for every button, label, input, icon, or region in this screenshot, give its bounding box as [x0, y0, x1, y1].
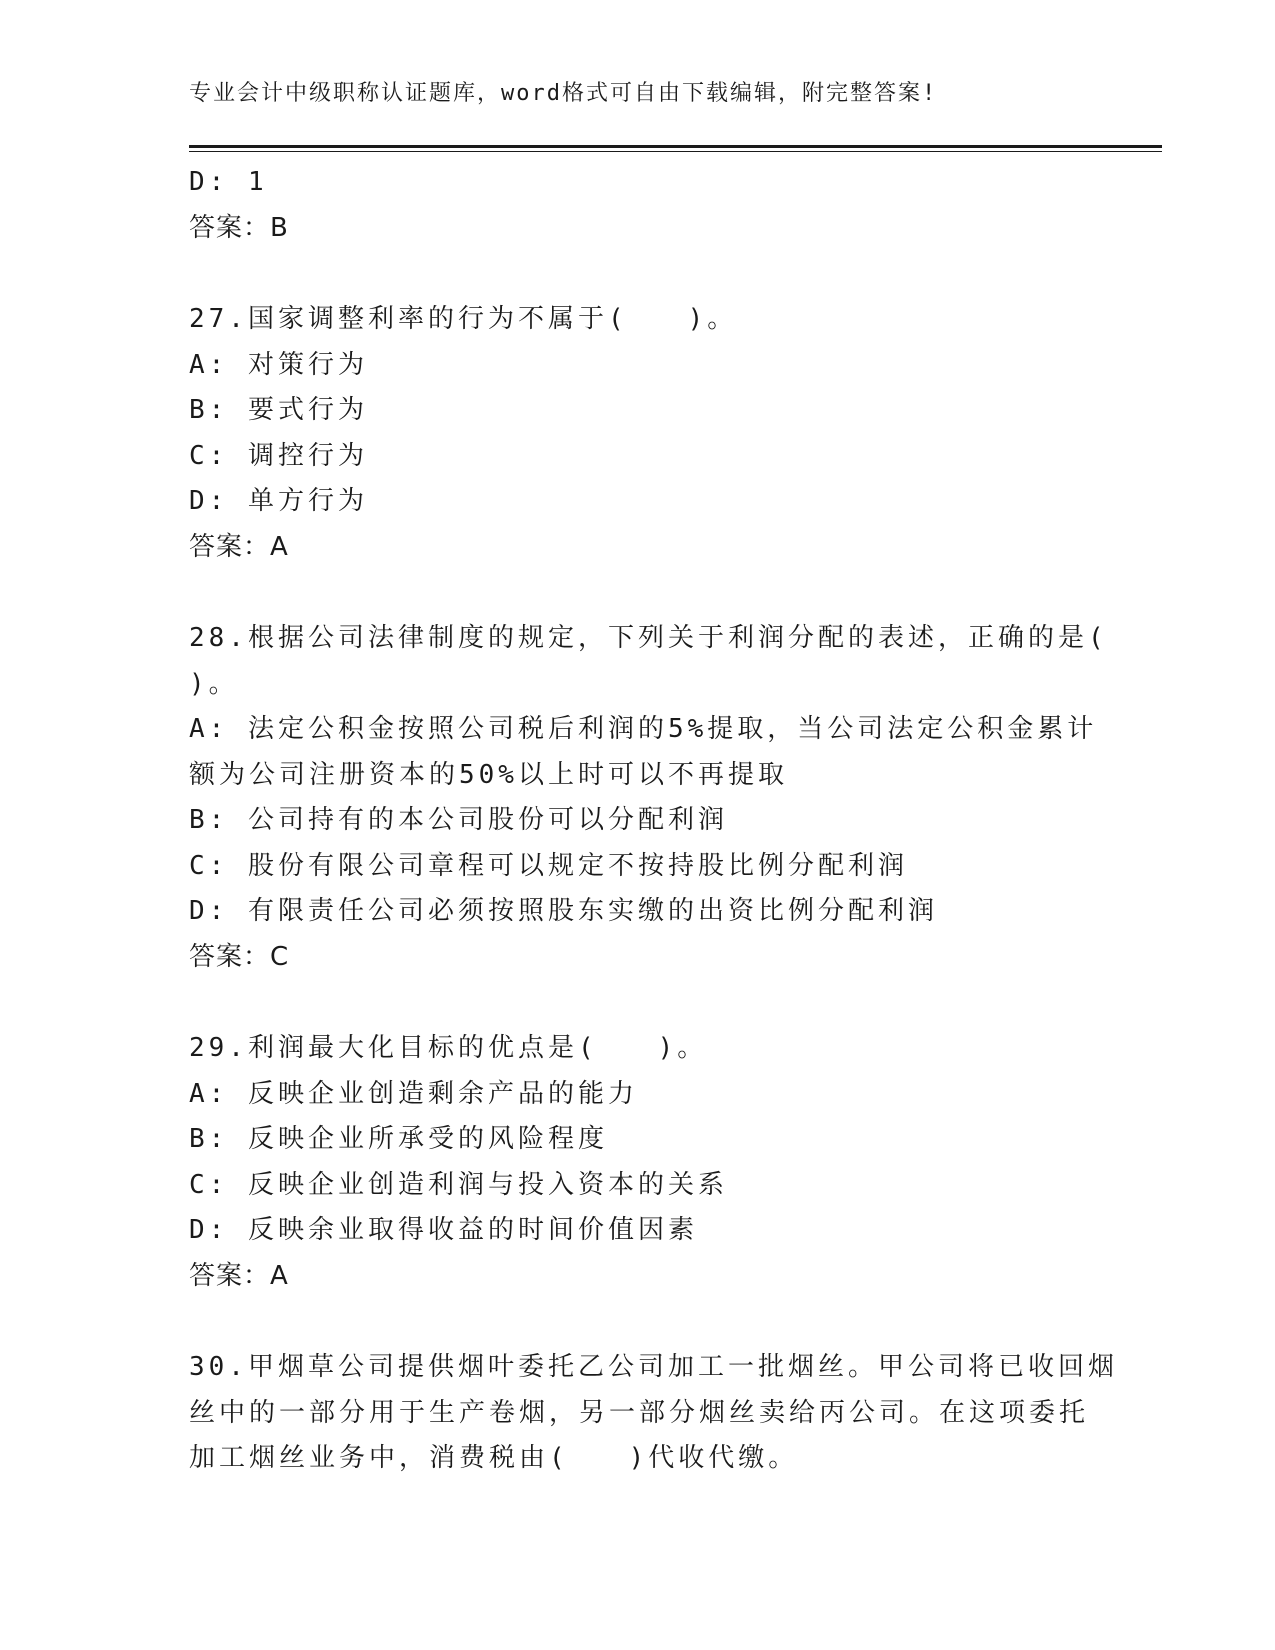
page-header: 专业会计中级职称认证题库，word格式可自由下载编辑，附完整答案! — [189, 81, 938, 106]
spacer — [189, 570, 1089, 616]
prev-option-d: D: 1 — [189, 167, 268, 197]
q28-option-b: B: 公司持有的本公司股份可以分配利润 — [189, 805, 728, 835]
spacer — [189, 1299, 1089, 1345]
q29-option-c: C: 反映企业创造利润与投入资本的关系 — [189, 1169, 728, 1200]
spacer — [189, 980, 1089, 1026]
q29-option-a: A: 反映企业创造剩余产品的能力 — [189, 1078, 638, 1109]
q28-question-line2: )。 — [189, 668, 239, 699]
header-rule-thick — [189, 145, 1162, 148]
spacer — [189, 251, 1089, 297]
q30-question-line2: 丝中的一部分用于生产卷烟，另一部分烟丝卖给丙公司。在这项委托 — [189, 1397, 1090, 1428]
q27-question: 27.国家调整利率的行为不属于( )。 — [189, 304, 738, 334]
q30-question-line3: 加工烟丝业务中，消费税由( )代收代缴。 — [189, 1443, 799, 1473]
q27-option-c: C: 调控行为 — [189, 440, 368, 471]
q29-question: 29.利润最大化目标的优点是( )。 — [189, 1033, 708, 1063]
q29-answer: 答案：A — [189, 1260, 289, 1291]
q30-question-line1: 30.甲烟草公司提供烟叶委托乙公司加工一批烟丝。甲公司将已收回烟 — [189, 1352, 1118, 1382]
q27-answer: 答案：A — [189, 531, 289, 562]
q29-option-d: D: 反映余业取得收益的时间价值因素 — [189, 1215, 698, 1245]
header-rule-thin — [189, 151, 1162, 152]
prev-answer: 答案：B — [189, 212, 289, 243]
q28-question-line1: 28.根据公司法律制度的规定，下列关于利润分配的表述，正确的是( — [189, 623, 1108, 653]
q27-option-d: D: 单方行为 — [189, 486, 368, 516]
q28-answer: 答案：C — [189, 941, 290, 972]
q28-option-a-line1: A: 法定公积金按照公司税后利润的5%提取，当公司法定公积金累计 — [189, 714, 1098, 744]
question-list — [189, 160, 1118, 1482]
q27-option-b: B: 要式行为 — [189, 395, 368, 425]
q28-option-c: C: 股份有限公司章程可以规定不按持股比例分配利润 — [189, 850, 908, 881]
q29-option-b: B: 反映企业所承受的风险程度 — [189, 1124, 608, 1154]
q28-option-a-line2: 额为公司注册资本的50%以上时可以不再提取 — [189, 759, 788, 790]
q27-option-a: A: 对策行为 — [189, 349, 368, 380]
q28-option-d: D: 有限责任公司必须按照股东实缴的出资比例分配利润 — [189, 896, 938, 926]
